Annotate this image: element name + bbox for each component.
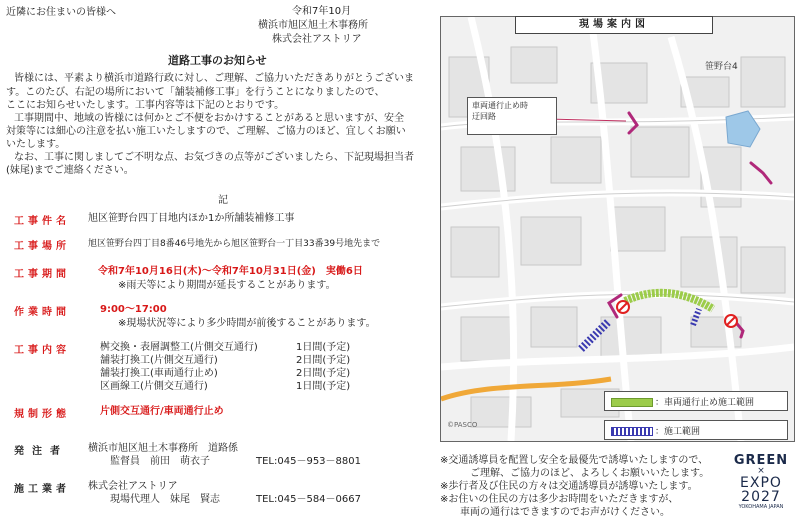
project-period: 令和7年10月16日(木)～令和7年10月31日(金) 実働6日 — [98, 266, 363, 277]
project-location: 旭区笹野台四丁目8番46号地先から旭区笹野台一丁目33番39号地先まで — [88, 239, 381, 249]
notice-date: 令和7年10月 — [292, 6, 352, 17]
content-days-1: 1日間(予定) — [296, 342, 351, 353]
legend-work — [604, 420, 788, 440]
greeting: 近隣にお住まいの皆様へ — [6, 7, 116, 18]
map-drawing — [441, 17, 794, 441]
intro-line-3: ここにお知らせいたします。工事内容等は下記のとおりです。 — [6, 100, 285, 111]
project-name: 旭区笹野台四丁目地内ほか1か所舗装補修工事 — [88, 213, 295, 224]
expo-line-cross: × — [757, 466, 765, 476]
legend-closure-swatch — [611, 398, 653, 407]
page-title: 道路工事のお知らせ — [168, 54, 267, 67]
label-contractor: 施工業者 — [14, 484, 70, 495]
orderer-person: 監督員 前田 萌衣子 — [110, 456, 210, 467]
contractor-person: 現場代理人 妹尾 賢志 — [110, 494, 220, 505]
label-period: 工事期間 — [14, 269, 70, 280]
expo-line-year: 2027 — [741, 489, 781, 505]
map-title: 現場案内図 — [515, 16, 713, 34]
content-days-4: 1日間(予定) — [296, 381, 351, 392]
work-hours: 9:00～17:00 — [100, 304, 167, 315]
content-days-2: 2日間(予定) — [296, 355, 351, 366]
issuer-company: 株式会社アストリア — [272, 34, 362, 45]
green-expo-logo — [726, 454, 796, 511]
content-item-3: 舗装打換工(車両通行止め) — [100, 368, 218, 379]
expo-line-city: YOKOHAMA JAPAN — [738, 504, 784, 510]
legend-work-label: ：施工範囲 — [655, 427, 701, 437]
label-regulation: 規制形態 — [14, 409, 70, 420]
hours-note: ※現場状況等により多少時間が前後することがあります。 — [118, 318, 376, 329]
bottom-note-3: ※歩行者及び住民の方々は交通誘導員が誘導いたします。 — [440, 481, 698, 492]
bottom-note-2: ご理解、ご協力のほど、よろしくお願いいたします。 — [470, 468, 710, 479]
bottom-note-4: ※お住いの住民の方は多少お時間をいただきますが、 — [440, 494, 679, 505]
label-content: 工事内容 — [14, 345, 70, 356]
map-copyright: ©PASCO — [447, 421, 478, 429]
intro-line-4: 工事期間中、地域の皆様には何かとご不便をおかけすることがあると思いますが、安全 — [14, 113, 404, 124]
detour-callout: 車両通行止め時 迂回路 — [467, 97, 557, 135]
intro-line-7: なお、工事に関しましてご不明な点、お気づきの点等がございましたら、下記現場担当者 — [14, 152, 414, 163]
area-label: 笹野台4 — [705, 62, 738, 72]
label-location: 工事場所 — [14, 241, 70, 252]
legend-work-swatch — [611, 427, 653, 436]
intro-line-6: いたします。 — [6, 139, 66, 150]
legend-closure — [604, 391, 788, 411]
contractor-name: 株式会社アストリア — [88, 481, 178, 492]
label-orderer: 発注者 — [14, 446, 68, 457]
content-days-3: 2日間(予定) — [296, 368, 351, 379]
ki-mark: 記 — [218, 195, 228, 206]
intro-line-8: (妹尾)までご連絡ください。 — [6, 165, 134, 176]
contractor-tel: TEL:045－584－0667 — [256, 494, 361, 505]
content-item-2: 舗装打換工(片側交互通行) — [100, 355, 218, 366]
content-item-1: 桝交換・表層調整工(片側交互通行) — [100, 342, 258, 353]
expo-line-expo: EXPO — [740, 475, 782, 491]
intro-line-5: 対策等には細心の注意を払い施工いたしますので、ご理解、ご協力のほど、宜しくお願い — [6, 126, 406, 137]
label-project-name: 工事件名 — [14, 216, 70, 227]
regulation-type: 片側交互通行/車両通行止め — [100, 406, 224, 417]
orderer-tel: TEL:045－953－8801 — [256, 456, 361, 467]
label-hours: 作業時間 — [14, 307, 70, 318]
intro-line-1: 皆様には、平素より横浜市道路行政に対し、ご理解、ご協力いただきありがとうございま — [14, 73, 414, 84]
bottom-note-5: 車両の通行はできますのでお声がけください。 — [460, 507, 670, 518]
site-map — [440, 16, 795, 442]
issuer-office: 横浜市旭区旭土木事務所 — [258, 20, 368, 31]
content-item-4: 区画線工(片側交互通行) — [100, 381, 208, 392]
legend-closure-label: ：車両通行止め施工範囲 — [655, 398, 755, 408]
intro-line-2: す。このたび、右記の場所において「舗装補修工事」を行うことになりましたので、 — [6, 87, 385, 98]
expo-line-green: GREEN — [733, 453, 789, 468]
bottom-note-1: ※交通誘導員を配置し安全を最優先で誘導いたしますので、 — [440, 455, 709, 466]
period-note: ※雨天等により期間が延長することがあります。 — [118, 280, 336, 291]
orderer-name: 横浜市旭区旭土木事務所 道路係 — [88, 443, 238, 454]
